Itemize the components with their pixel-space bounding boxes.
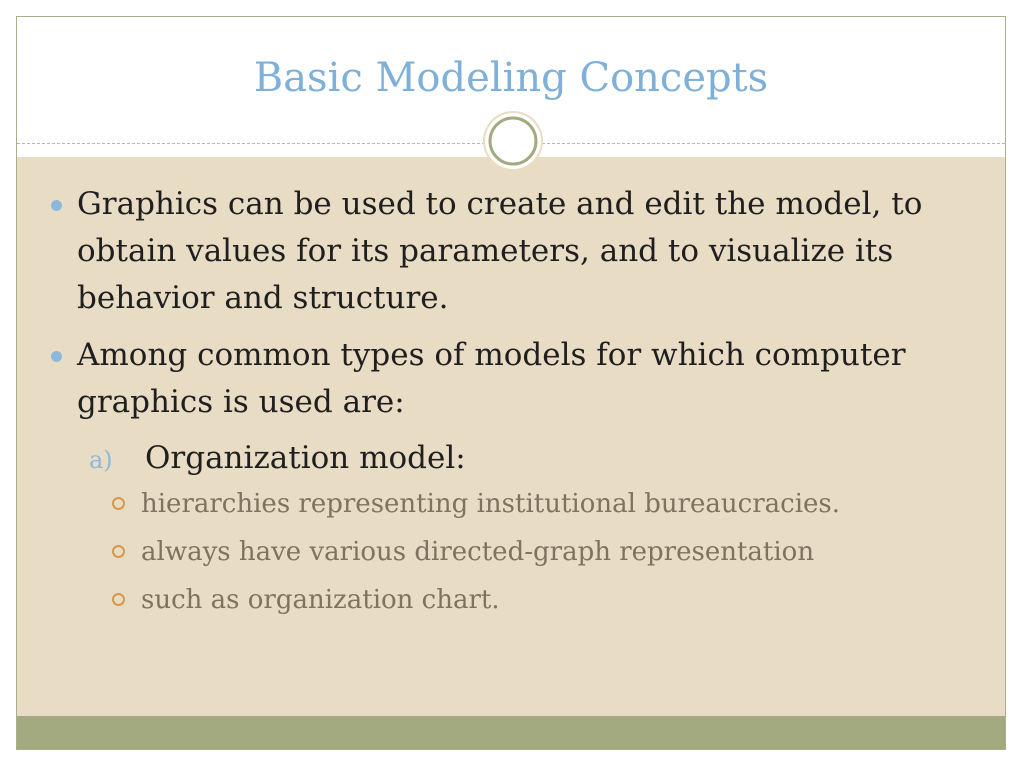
sub-bullet-item xyxy=(47,576,977,624)
ring-bullet-icon xyxy=(112,545,125,558)
sub-bullet-item xyxy=(47,528,977,576)
circle-ornament-icon xyxy=(485,113,541,169)
bullet-dot-icon xyxy=(51,200,62,211)
footer-bar xyxy=(17,716,1005,749)
sub-bullet-text: hierarchies representing institutional bureaucracies. xyxy=(141,489,841,519)
slide xyxy=(16,16,1006,750)
bullet-dot-icon xyxy=(51,351,62,362)
bullet-item xyxy=(47,181,977,322)
bullet-text: Among common types of models for which computer graphics is used are: xyxy=(77,337,906,420)
subsection-heading xyxy=(47,436,977,480)
subsection-text: Organization model: xyxy=(145,440,466,476)
sub-bullet-text: such as organization chart. xyxy=(141,585,500,615)
sub-bullet-text: always have various directed-graph representation xyxy=(141,537,815,567)
slide-title: Basic Modeling Concepts xyxy=(253,55,769,101)
ring-bullet-icon xyxy=(112,497,125,510)
bullet-item xyxy=(47,332,977,426)
sub-bullet-item xyxy=(47,480,977,528)
ring-bullet-icon xyxy=(112,593,125,606)
slide-content xyxy=(47,181,977,624)
subsection-marker: a) xyxy=(89,446,113,474)
bullet-text: Graphics can be used to create and edit the model, to obtain values for its parameters, and to visualize its behavior and structure. xyxy=(77,186,923,316)
